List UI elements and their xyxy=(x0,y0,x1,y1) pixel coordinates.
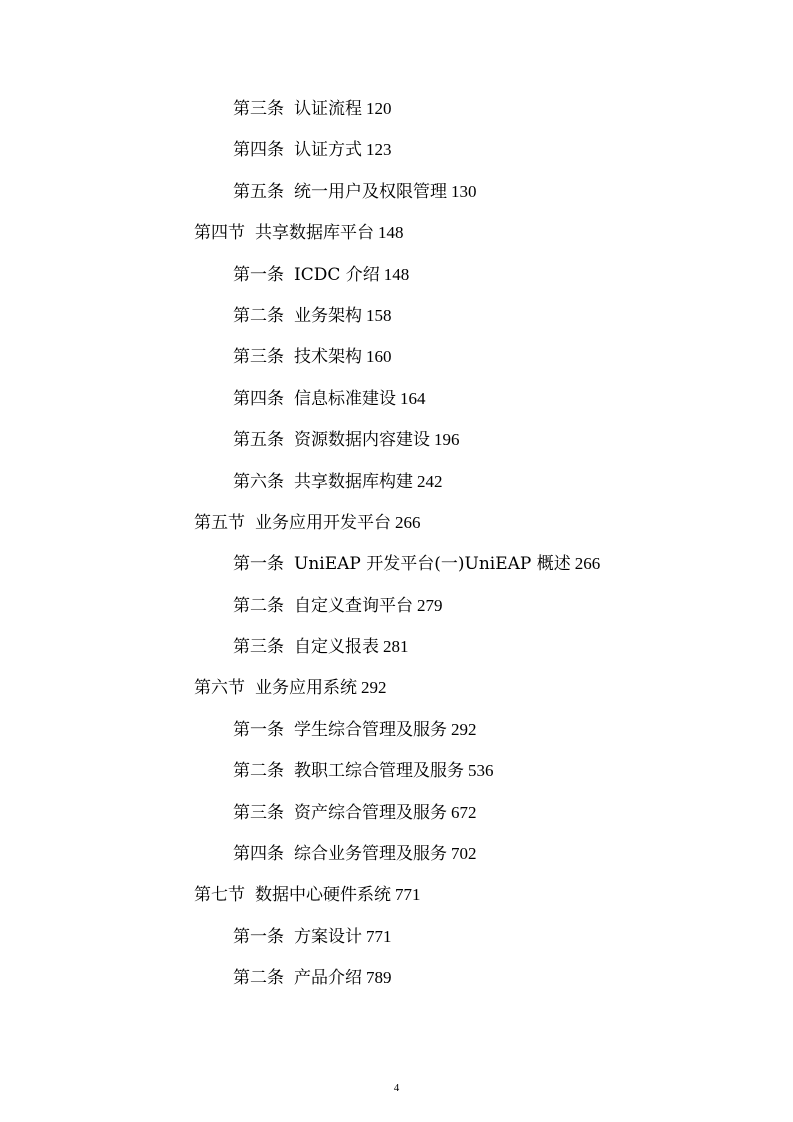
entry-page: 130 xyxy=(451,181,477,201)
entry-number: 第五条 xyxy=(233,181,284,202)
toc-entry[interactable] xyxy=(0,295,793,336)
toc-entry[interactable] xyxy=(0,626,793,667)
toc-entry[interactable] xyxy=(0,336,793,377)
entry-page: 281 xyxy=(383,637,409,657)
entry-page: 789 xyxy=(366,968,392,988)
toc-entry[interactable] xyxy=(0,957,793,998)
entry-page: 266 xyxy=(574,554,601,574)
entry-number: 第三条 xyxy=(233,347,284,368)
entry-page: 164 xyxy=(400,388,426,408)
toc-entry[interactable] xyxy=(0,543,793,584)
entry-title: 业务应用开发平台 xyxy=(255,512,391,533)
toc-entry[interactable] xyxy=(0,709,793,750)
entry-number: 第六节 xyxy=(194,678,245,699)
entry-number: 第二条 xyxy=(233,305,284,326)
entry-page: 196 xyxy=(434,430,460,450)
entry-page: 120 xyxy=(366,99,392,118)
entry-page: 672 xyxy=(451,802,477,822)
entry-number: 第二条 xyxy=(233,761,284,782)
toc-entry[interactable] xyxy=(0,254,793,295)
entry-page: 771 xyxy=(395,885,421,905)
entry-number: 第六条 xyxy=(233,471,284,492)
entry-page: 242 xyxy=(417,471,443,491)
entry-page: 771 xyxy=(366,926,392,946)
table-of-contents xyxy=(0,88,793,999)
entry-page: 148 xyxy=(378,223,404,243)
entry-number: 第五节 xyxy=(194,512,245,533)
toc-section-entry[interactable] xyxy=(0,212,793,253)
entry-title: 综合业务管理及服务 xyxy=(294,844,447,865)
entry-title: 业务应用系统 xyxy=(255,678,357,699)
entry-number: 第一条 xyxy=(233,926,284,947)
toc-section-entry[interactable] xyxy=(0,502,793,543)
entry-number: 第二条 xyxy=(233,968,284,989)
entry-title: UniEAP 开发平台(一)UniEAP 概述 xyxy=(294,554,571,575)
entry-title: 学生综合管理及服务 xyxy=(294,719,447,740)
toc-entry[interactable] xyxy=(0,129,793,170)
entry-number: 第一条 xyxy=(233,264,284,285)
entry-title: 数据中心硬件系统 xyxy=(255,885,391,906)
entry-page: 266 xyxy=(395,512,421,532)
entry-title: 技术架构 xyxy=(294,347,362,368)
entry-page: 536 xyxy=(468,761,494,781)
entry-number: 第五条 xyxy=(233,430,284,451)
entry-title: 统一用户及权限管理 xyxy=(294,181,447,202)
entry-title: 认证方式 xyxy=(294,140,362,161)
entry-title: 认证流程 xyxy=(294,99,362,119)
toc-entry[interactable] xyxy=(0,419,793,460)
entry-number: 第四节 xyxy=(194,223,245,244)
entry-number: 第四条 xyxy=(233,140,284,161)
toc-entry[interactable] xyxy=(0,833,793,874)
entry-number: 第七节 xyxy=(194,885,245,906)
toc-entry[interactable] xyxy=(0,378,793,419)
entry-number: 第二条 xyxy=(233,595,284,616)
entry-title: 共享数据库平台 xyxy=(255,223,374,244)
toc-entry[interactable] xyxy=(0,461,793,502)
toc-section-entry[interactable] xyxy=(0,667,793,708)
toc-entry[interactable] xyxy=(0,792,793,833)
entry-number: 第三条 xyxy=(233,637,284,658)
toc-entry[interactable] xyxy=(0,585,793,626)
entry-number: 第一条 xyxy=(233,554,284,575)
entry-title: 资产综合管理及服务 xyxy=(294,802,447,823)
entry-page: 292 xyxy=(361,678,387,698)
entry-title: 信息标准建设 xyxy=(294,388,396,409)
entry-title: 产品介绍 xyxy=(294,968,362,989)
toc-entry[interactable] xyxy=(0,750,793,791)
entry-number: 第一条 xyxy=(233,719,284,740)
page-number-footer: 4 xyxy=(393,1082,400,1094)
entry-page: 158 xyxy=(366,305,392,325)
toc-section-entry[interactable] xyxy=(0,874,793,915)
toc-entry[interactable] xyxy=(0,88,793,129)
entry-title: 共享数据库构建 xyxy=(294,471,413,492)
entry-page: 292 xyxy=(451,719,477,739)
entry-number: 第三条 xyxy=(233,99,284,119)
entry-title: 业务架构 xyxy=(294,305,362,326)
entry-title: 自定义报表 xyxy=(294,637,379,658)
toc-entry[interactable] xyxy=(0,171,793,212)
entry-title: 资源数据内容建设 xyxy=(294,430,430,451)
entry-page: 702 xyxy=(451,844,477,864)
entry-number: 第四条 xyxy=(233,388,284,409)
entry-page: 160 xyxy=(366,347,392,367)
entry-title: 方案设计 xyxy=(294,926,362,947)
entry-number: 第三条 xyxy=(233,802,284,823)
toc-entry[interactable] xyxy=(0,916,793,957)
entry-page: 148 xyxy=(383,264,410,284)
entry-title: 教职工综合管理及服务 xyxy=(294,761,464,782)
entry-number: 第四条 xyxy=(233,844,284,865)
entry-title: ICDC 介绍 xyxy=(294,264,380,285)
entry-title: 自定义查询平台 xyxy=(294,595,413,616)
entry-page: 279 xyxy=(417,595,443,615)
entry-page: 123 xyxy=(366,140,392,160)
